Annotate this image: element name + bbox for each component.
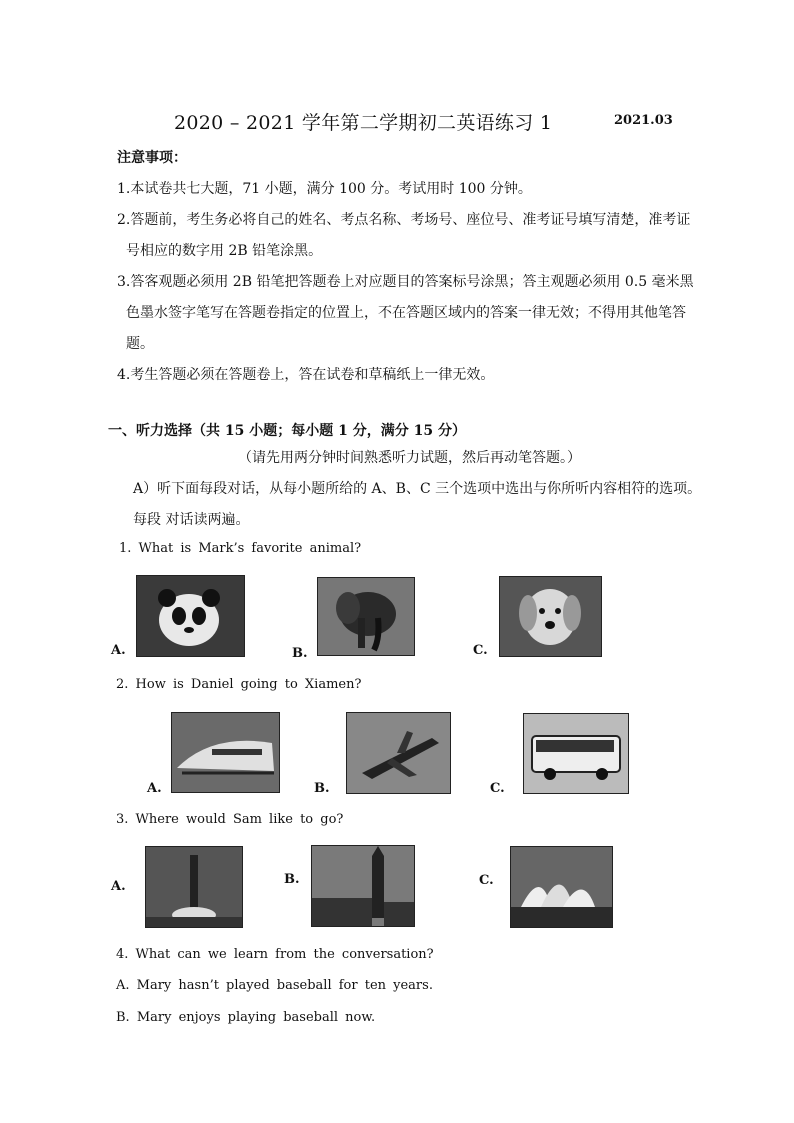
notes-line: 4.考生答题必须在答题卷上，答在试卷和草稿纸上一律无效。 (117, 367, 495, 383)
option-label-a: A. (111, 879, 126, 894)
option-label-c: C. (479, 873, 494, 888)
option-label-c: C. (473, 643, 488, 658)
airplane-photo-icon[interactable] (346, 712, 451, 794)
part-a-instruction: A）听下面每段对话，从每小题所给的 A、B、C 三个选项中选出与你所听内容相符的选项。 (133, 481, 702, 497)
option-label-a: A. (111, 643, 126, 658)
question-4: 4. What can we learn from the conversation? (116, 947, 434, 962)
tower-photo-icon[interactable] (145, 846, 243, 928)
page-title: 2020 – 2021 学年第二学期初二英语练习 1 (174, 112, 553, 134)
question-2: 2. How is Daniel going to Xiamen? (116, 677, 362, 692)
part-a-instruction-cont: 每段 对话读两遍。 (133, 512, 250, 528)
question-1: 1. What is Mark’s favorite animal? (119, 541, 362, 556)
option-label-a: A. (147, 781, 162, 796)
question-3: 3. Where would Sam like to go? (116, 812, 344, 827)
option-label-b: B. (314, 781, 330, 796)
notes-line: 1.本试卷共七大题，71 小题，满分 100 分。考试用时 100 分钟。 (117, 181, 532, 197)
sydney-opera-house-photo-icon[interactable] (510, 846, 613, 928)
option-label-c: C. (490, 781, 505, 796)
option-a[interactable]: A. Mary hasn’t played baseball for ten years. (116, 978, 433, 993)
notes-line: 色墨水签字笔写在答题卷指定的位置上，不在答题区域内的答案一律无效；不得用其他笔答 (126, 305, 686, 321)
notes-line: 3.答客观题必须用 2B 铅笔把答题卷上对应题目的答案标号涂黑；答主观题必须用 0.5 毫米黑 (117, 274, 694, 290)
notes-heading: 注意事项： (117, 150, 187, 166)
section-instruction: （请先用两分钟时间熟悉听力试题，然后再动笔答题。） (238, 450, 581, 466)
notes-line: 题。 (126, 336, 154, 352)
notes-line: 2.答题前，考生务必将自己的姓名、考点名称、考场号、座位号、准考证号填写清楚，准考证 (117, 212, 691, 228)
notes-line: 号相应的数字用 2B 铅笔涂黑。 (126, 243, 323, 259)
big-ben-photo-icon[interactable] (311, 845, 415, 927)
option-label-b: B. (292, 646, 308, 661)
option-label-b: B. (284, 872, 300, 887)
puppy-photo-icon[interactable] (499, 576, 602, 657)
exam-date: 2021.03 (614, 113, 673, 128)
elephant-photo-icon[interactable] (317, 577, 415, 656)
section-heading: 一、听力选择（共 15 小题；每小题 1 分，满分 15 分） (108, 423, 466, 439)
high-speed-train-photo-icon[interactable] (171, 712, 280, 793)
coach-bus-photo-icon[interactable] (523, 713, 629, 794)
panda-photo-icon[interactable] (136, 575, 245, 657)
option-b[interactable]: B. Mary enjoys playing baseball now. (116, 1010, 376, 1025)
